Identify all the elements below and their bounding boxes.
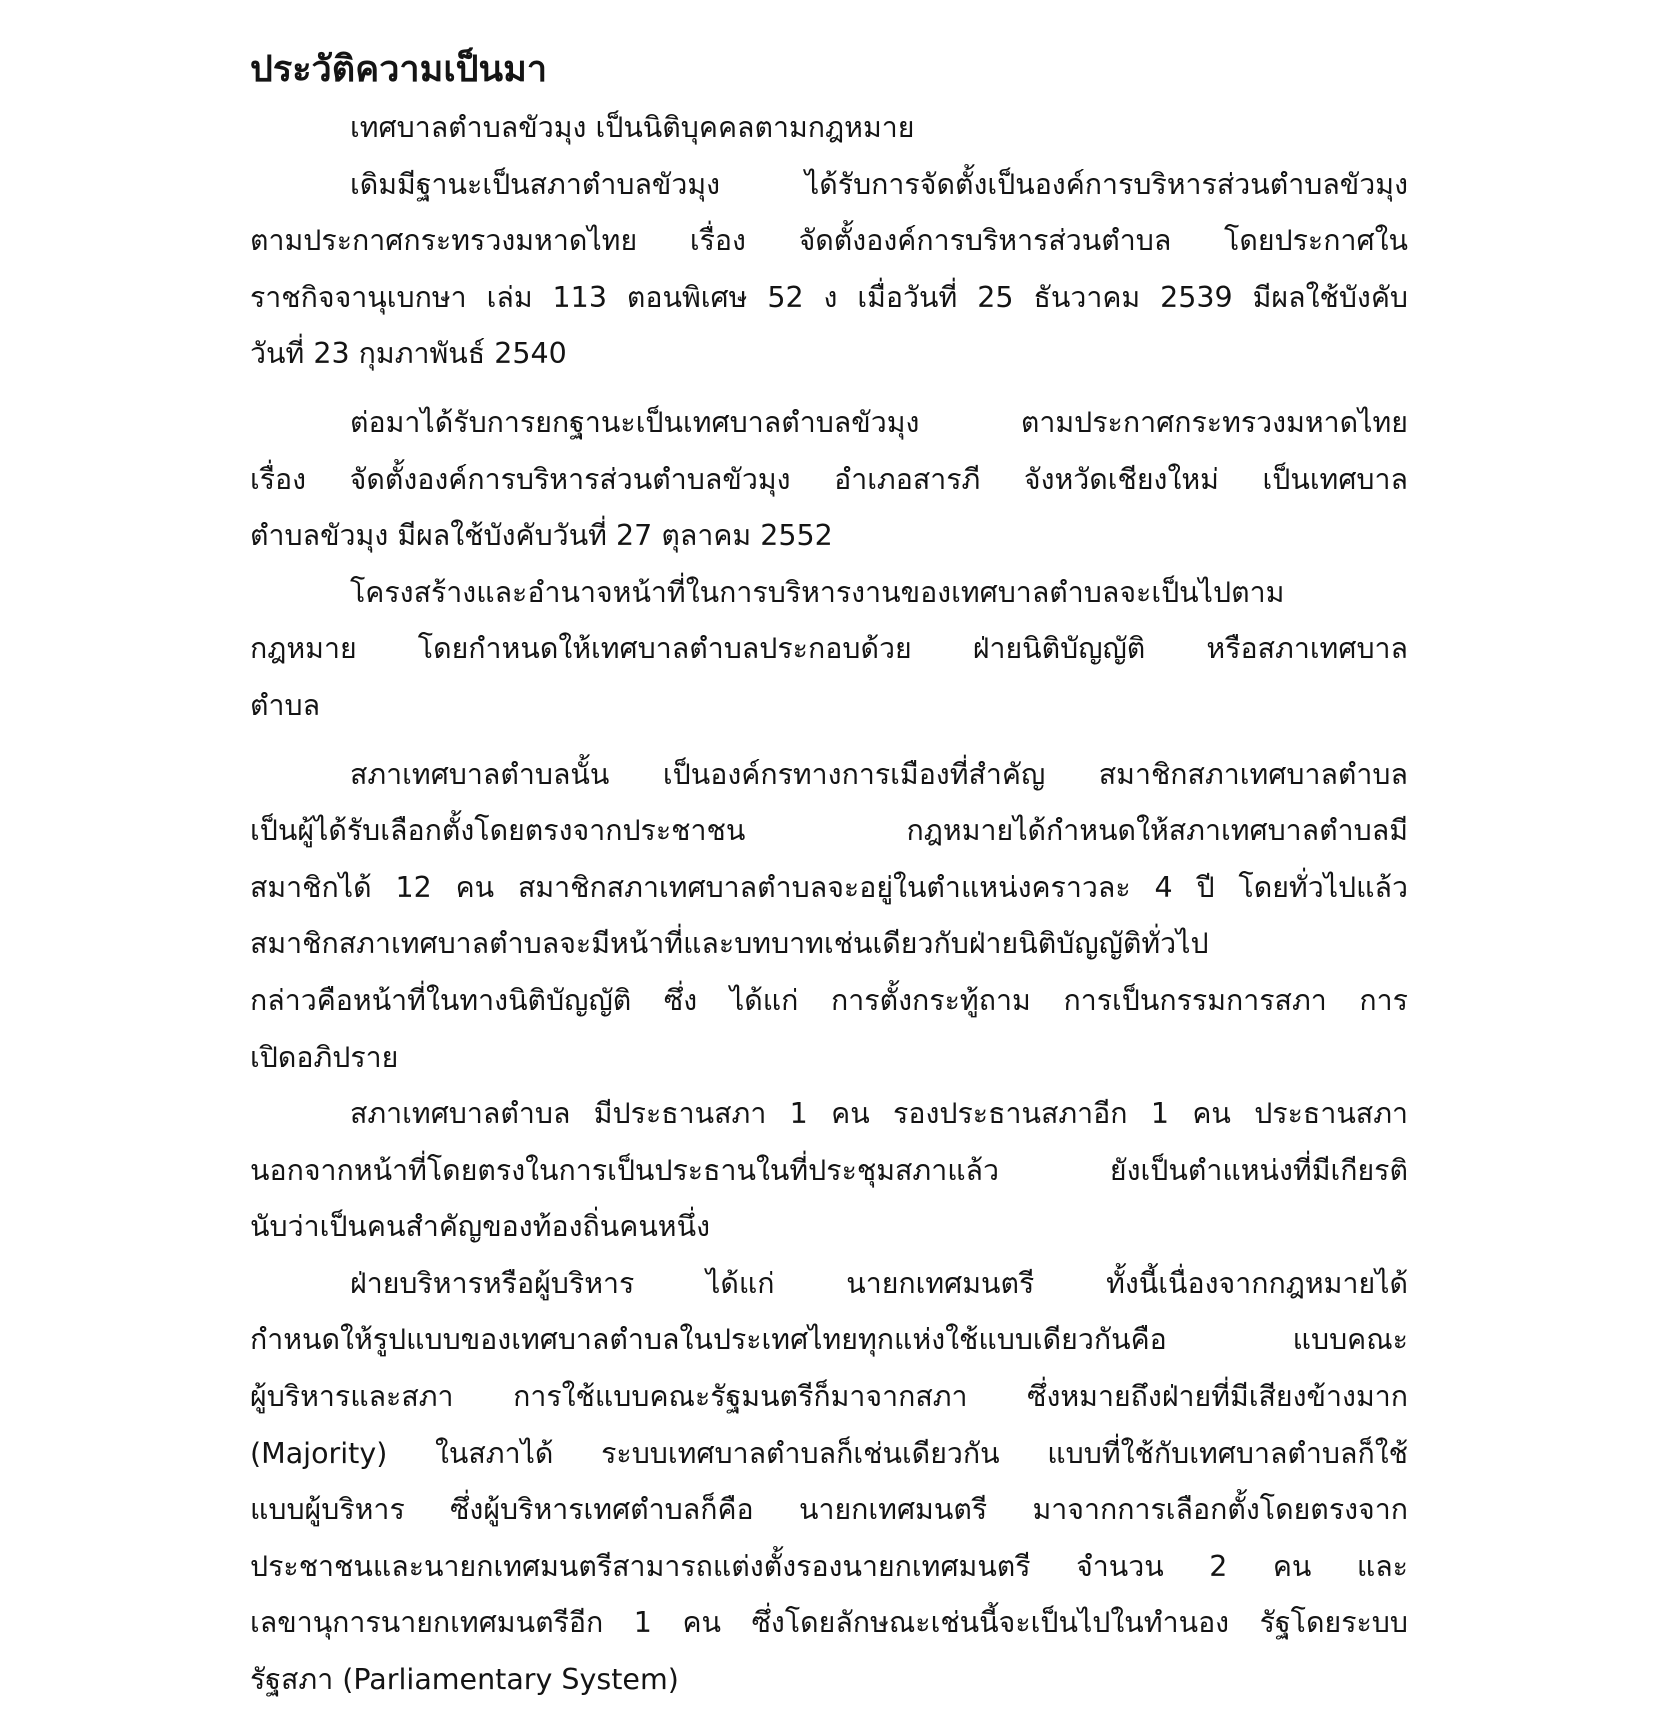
paragraph-line: ฝ่ายบริหารหรือผู้บริหาร ได้แก่ นายกเทศมนตรี ทั้งนี้เนื่องจากกฎหมายได้ xyxy=(350,1266,1408,1300)
paragraph-line: กฎหมาย โดยกำหนดให้เทศบาลตำบลประกอบด้วย ฝ่ายนิติบัญญัติ หรือสภาเทศบาล xyxy=(250,632,1408,666)
paragraph-line: สภาเทศบาลตำบล มีประธานสภา 1 คน รองประธานสภาอีก 1 คน ประธานสภา xyxy=(350,1097,1408,1131)
paragraph-line: กำหนดให้รูปแบบของเทศบาลตำบลในประเทศไทยทุกแห่งใช้แบบเดียวกันคือ แบบคณะ xyxy=(250,1323,1408,1357)
paragraph-line: ตำบลขัวมุง มีผลใช้บังคับวันที่ 27 ตุลาคม 2552 xyxy=(250,519,833,553)
paragraph-line: นอกจากหน้าที่โดยตรงในการเป็นประธานในที่ประชุมสภาแล้ว ยังเป็นตำแหน่งที่มีเกียรติ xyxy=(250,1153,1408,1187)
paragraph-line: ต่อมาได้รับการยกฐานะเป็นเทศบาลตำบลขัวมุง ตามประกาศกระทรวงมหาดไทย xyxy=(350,405,1408,439)
paragraph-line: ผู้บริหารและสภา การใช้แบบคณะรัฐมนตรีก็มาจากสภา ซึ่งหมายถึงฝ่ายที่มีเสียงข้างมาก xyxy=(250,1380,1408,1414)
paragraph-line: สภาเทศบาลตำบลนั้น เป็นองค์กรทางการเมืองที่สำคัญ สมาชิกสภาเทศบาลตำบล xyxy=(350,757,1408,791)
document-page xyxy=(250,40,1408,1709)
paragraph-line: เปิดอภิปราย xyxy=(250,1040,399,1074)
paragraph-line: สมาชิกสภาเทศบาลตำบลจะมีหน้าที่และบทบาทเช่นเดียวกับฝ่ายนิติบัญญัติทั่วไป xyxy=(250,927,1209,961)
paragraph-line: เป็นผู้ได้รับเลือกตั้งโดยตรงจากประชาชน กฎหมายได้กำหนดให้สภาเทศบาลตำบลมี xyxy=(250,814,1408,848)
paragraph-line: นับว่าเป็นคนสำคัญของท้องถิ่นคนหนึ่ง xyxy=(250,1210,710,1244)
paragraph-line: ราชกิจจานุเบกษา เล่ม 113 ตอนพิเศษ 52 ง เมื่อวันที่ 25 ธันวาคม 2539 มีผลใช้บังคับ xyxy=(250,280,1408,314)
paragraph-line: เลขานุการนายกเทศมนตรีอีก 1 คน ซึ่งโดยลักษณะเช่นนี้จะเป็นไปในทำนอง รัฐโดยระบบ xyxy=(250,1606,1408,1640)
paragraph-line: กล่าวคือหน้าที่ในทางนิติบัญญัติ ซึ่ง ได้แก่ การตั้งกระทู้ถาม การเป็นกรรมการสภา การ xyxy=(250,983,1408,1017)
paragraph-line: ตำบล xyxy=(250,688,321,722)
paragraph-line: (Majority) ในสภาได้ ระบบเทศบาลตำบลก็เช่นเดียวกัน แบบที่ใช้กับเทศบาลตำบลก็ใช้ xyxy=(250,1436,1408,1470)
paragraph-line: ประชาชนและนายกเทศมนตรีสามารถแต่งตั้งรองนายกเทศมนตรี จำนวน 2 คน และ xyxy=(250,1549,1408,1583)
paragraph-line: เดิมมีฐานะเป็นสภาตำบลขัวมุง ได้รับการจัดตั้งเป็นองค์การบริหารส่วนตำบลขัวมุง xyxy=(350,167,1408,201)
paragraph-line: ตามประกาศกระทรวงมหาดไทย เรื่อง จัดตั้งองค์การบริหารส่วนตำบล โดยประกาศใน xyxy=(250,224,1408,258)
paragraph-line: โครงสร้างและอำนาจหน้าที่ในการบริหารงานของเทศบาลตำบลจะเป็นไปตาม xyxy=(350,575,1285,609)
paragraph-line: สมาชิกได้ 12 คน สมาชิกสภาเทศบาลตำบลจะอยู่ในตำแหน่งคราวละ 4 ปี โดยทั่วไปแล้ว xyxy=(250,870,1408,904)
paragraph-line: วันที่ 23 กุมภาพันธ์ 2540 xyxy=(250,337,567,371)
paragraph-line: รัฐสภา (Parliamentary System) xyxy=(250,1663,679,1697)
paragraph-line: แบบผู้บริหาร ซึ่งผู้บริหารเทศตำบลก็คือ นายกเทศมนตรี มาจากการเลือกตั้งโดยตรงจาก xyxy=(250,1493,1408,1527)
paragraph-line: เทศบาลตำบลขัวมุง เป็นนิติบุคคลตามกฎหมาย xyxy=(350,111,915,144)
paragraph-line: เรื่อง จัดตั้งองค์การบริหารส่วนตำบลขัวมุง อำเภอสารภี จังหวัดเชียงใหม่ เป็นเทศบาล xyxy=(250,462,1408,496)
document-title: ประวัติความเป็นมา xyxy=(250,49,548,90)
